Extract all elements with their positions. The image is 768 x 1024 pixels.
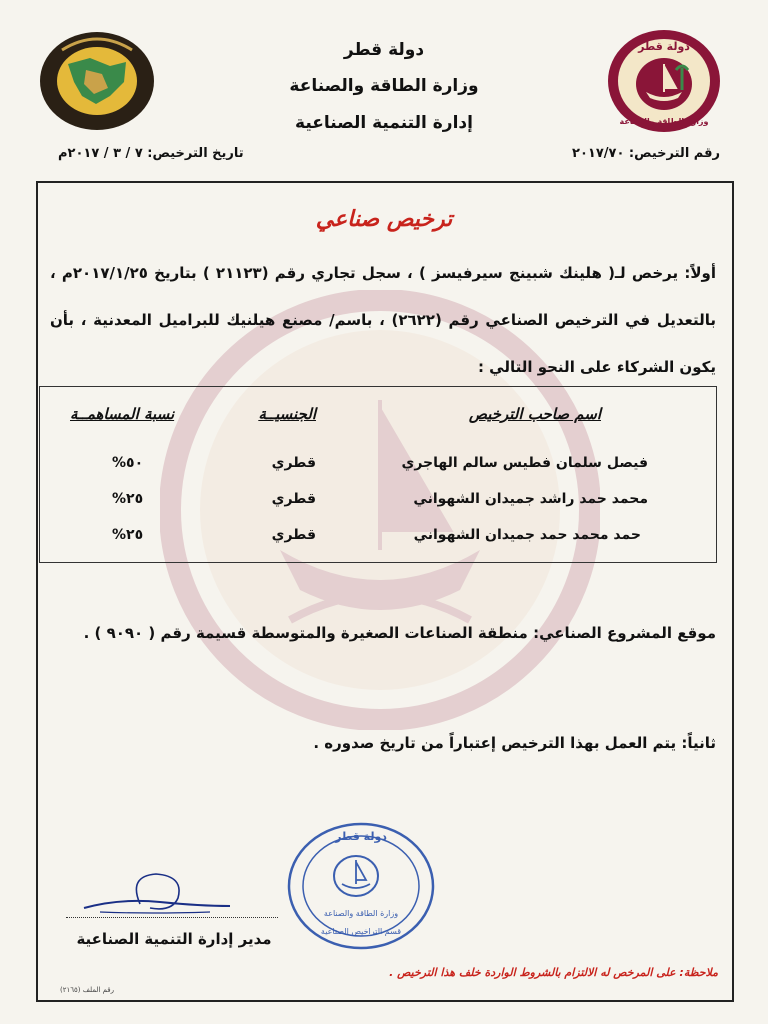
owner-1-nationality: قطري	[271, 455, 316, 471]
licensing-stamp-icon	[286, 820, 436, 952]
ministry-logo-top-text: دولة قطر	[638, 40, 690, 53]
file-number: رقم الملف (٢١٦٥)	[60, 986, 115, 994]
stamp-ministry-text: وزارة الطاقة والصناعة	[323, 909, 399, 918]
ministry-logo-icon	[606, 28, 722, 134]
owner-1-name: فيصل سلمان فطيس سالم الهاجري	[401, 455, 648, 471]
signature-icon	[80, 868, 240, 920]
signatory-title: مدير إدارة التنمية الصناعية	[76, 930, 272, 948]
gcc-emblem-icon	[38, 30, 156, 132]
license-date: تاريخ الترخيص: ٧ / ٣ / ٢٠١٧م	[58, 146, 244, 161]
owner-2-share: ٢٥%	[112, 491, 144, 507]
signature-line	[66, 917, 278, 918]
footer-note: ملاحظة: على المرخص له الالتزام بالشروط الواردة خلف هذا الترخيص .	[389, 966, 718, 979]
owner-1-share: ٥٠%	[112, 455, 144, 471]
ministry-logo-caption: وزارة الطاقة والصناعة	[619, 117, 709, 126]
owners-header-nationality: الجنسيــة	[258, 405, 316, 423]
owners-table	[39, 386, 717, 563]
second-paragraph: ثانياً: يتم العمل بهذا الترخيص إعتباراً من تاريخ صدوره .	[313, 734, 716, 752]
owners-header-name: اسم صاحب الترخيص	[468, 405, 601, 423]
license-number: رقم الترخيص: ٢٠١٧/٧٠	[572, 146, 720, 161]
header-ministry: وزارة الطاقة والصناعة	[289, 76, 479, 96]
header-state: دولة قطر	[343, 40, 425, 60]
owner-3-nationality: قطري	[271, 527, 316, 543]
stamp-top-text: دولة قطر	[335, 830, 387, 843]
owner-3-share: ٢٥%	[112, 527, 144, 543]
owners-header-share: نسبة المساهمــة	[70, 405, 175, 423]
stamp-bottom-text: قسم التراخيص الصناعية	[320, 927, 402, 936]
owner-2-name: محمد حمد راشد جميدان الشهواني	[413, 491, 648, 507]
project-site: موقع المشروع الصناعي: منطقة الصناعات الصغيرة والمتوسطة قسيمة رقم ( ٩٠٩٠ ) .	[83, 624, 716, 642]
owner-3-name: حمد محمد حمد جميدان الشهواني	[413, 527, 641, 543]
header-department: إدارة التنمية الصناعية	[295, 113, 473, 133]
first-paragraph: أولاً: يرخص لـ( هلينك شبينج سيرفيسز ) ، سجل تجاري رقم (٢١١٢٣ ) بتاريخ ٢٠١٧/١/٢٥م ، بالتعديل في الترخيص الصناعي رقم (٢٦٢٢) ، باسم/ مصنع هيلنيك للبراميل المعدنية ، بأن يكون الشركاء على النحو التالي :	[50, 264, 716, 376]
document-title: ترخيص صناعي	[315, 207, 453, 232]
owner-2-nationality: قطري	[271, 491, 316, 507]
